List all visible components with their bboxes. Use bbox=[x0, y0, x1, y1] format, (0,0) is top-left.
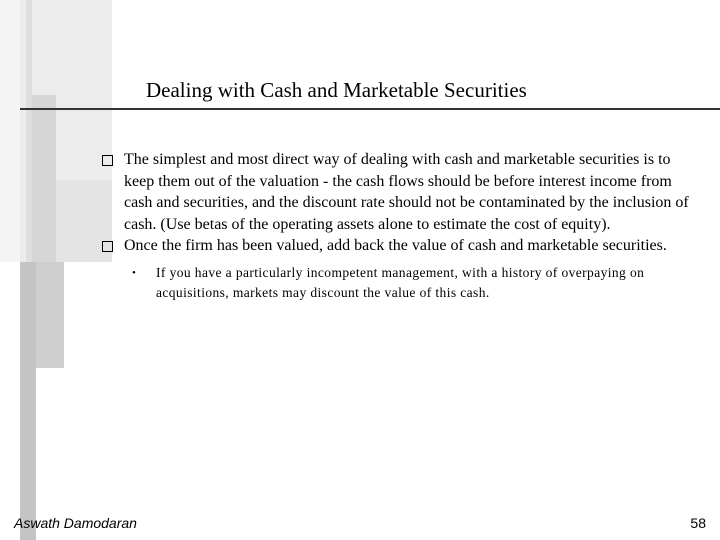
decorative-vertical-bar bbox=[36, 262, 64, 368]
slide-title: Dealing with Cash and Marketable Securities bbox=[146, 78, 527, 102]
bullet-text: The simplest and most direct way of dealing with cash and marketable securities is to keep them out of the valuation - the cash flows should be before interest income from cash and securities, and the discount rate should not be contaminated by the inclusion of cash. (Use betas of the operating assets alone to estimate the cost of equity). bbox=[124, 151, 689, 233]
page-number: 58 bbox=[690, 515, 706, 531]
bullet-item bbox=[102, 235, 702, 257]
decorative-vertical-bar bbox=[20, 262, 36, 540]
sub-bullet-list bbox=[132, 263, 702, 303]
checkbox-square-icon bbox=[102, 155, 113, 166]
bullet-item bbox=[102, 149, 702, 235]
bullet-dot-icon: • bbox=[132, 266, 137, 279]
title-divider bbox=[20, 108, 720, 110]
footer-author: Aswath Damodaran bbox=[14, 515, 137, 531]
checkbox-square-icon bbox=[102, 241, 113, 252]
sub-bullet-item bbox=[132, 263, 702, 303]
bullet-list bbox=[102, 149, 702, 303]
sub-bullet-text: If you have a particularly incompetent management, with a history of overpaying on acquisitions, markets may discount the value of this cash. bbox=[156, 264, 645, 300]
bullet-text: Once the firm has been valued, add back the value of cash and marketable securities. bbox=[124, 237, 667, 254]
